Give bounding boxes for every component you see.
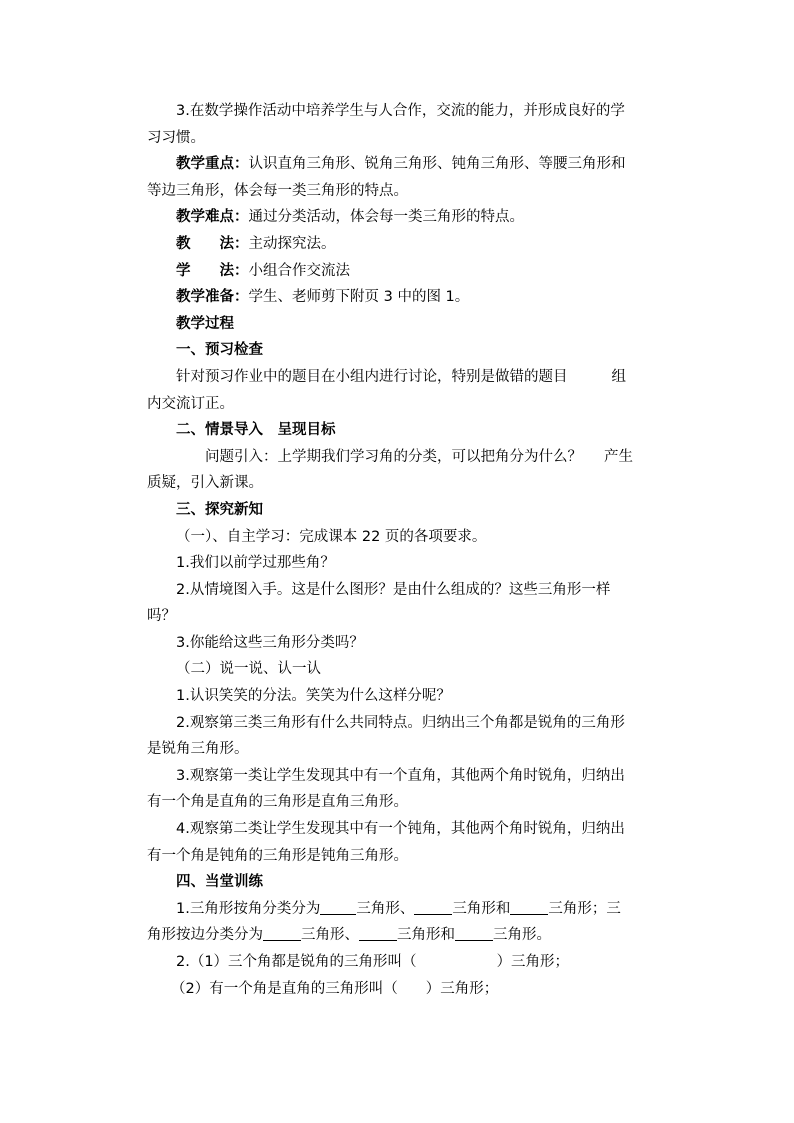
learning-method: 学 法：小组合作交流法 — [176, 262, 350, 279]
section-3-item-3-cont: 有一个角是直角的三角形是直角三角形。 — [147, 794, 408, 811]
answer-blank — [455, 926, 493, 941]
teaching-preparation: 教学准备：学生、老师剪下附页 3 中的图 1。 — [176, 289, 470, 306]
section-3-question-1: 1.我们以前学过那些角？ — [176, 555, 335, 572]
answer-blank — [414, 900, 452, 915]
section-2-heading: 二、情景导入 呈现目标 — [176, 422, 336, 439]
section-3-question-2-cont: 吗？ — [147, 608, 176, 625]
key-points: 教学重点：认识直角三角形、锐角三角形、钝角三角形、等腰三角形和 — [176, 156, 626, 173]
section-3-item-4-cont: 有一个角是钝角的三角形是钝角三角形。 — [147, 847, 408, 864]
objective-3-line-1: 3.在数学操作活动中培养学生与人合作，交流的能力，并形成良好的学 — [176, 103, 625, 119]
section-4-heading: 四、当堂训练 — [176, 874, 263, 891]
objective-3-line-2: 习习惯。 — [147, 129, 205, 146]
document-page — [147, 98, 677, 1002]
difficult-points-label: 教学难点： — [176, 209, 249, 226]
teaching-method: 教 法：主动探究法。 — [176, 235, 336, 252]
answer-blank — [359, 926, 397, 941]
section-3-item-3: 3.观察第一类让学生发现其中有一个直角，其他两个角时锐角，归纳出 — [176, 767, 625, 784]
exercise-1: 1.三角形按角分类分为 三角形、 三角形和 三角形；三 — [176, 900, 621, 917]
preparation-label: 教学准备： — [176, 289, 249, 306]
section-1-heading: 一、预习检查 — [176, 342, 263, 359]
difficult-points: 教学难点：通过分类活动，体会每一类三角形的特点。 — [176, 209, 524, 226]
answer-blank — [320, 900, 356, 915]
exercise-2-2: （2）有一个角是直角的三角形叫（ ）三角形； — [171, 980, 499, 997]
section-3-item-2-cont: 是锐角三角形。 — [147, 741, 249, 758]
exercise-2-1: 2.（1）三个角都是锐角的三角形叫（ ）三角形； — [176, 954, 570, 970]
section-2-text-cont: 质疑，引入新课。 — [147, 475, 263, 492]
section-3-item-2: 2.观察第三类三角形有什么共同特点。归纳出三个角都是锐角的三角形 — [176, 714, 625, 731]
section-3-item-1: 1.认识笑笑的分法。笑笑为什么这样分呢？ — [176, 688, 451, 705]
answer-blank — [510, 900, 548, 915]
section-3-part-1: （一）、自主学习：完成课本 22 页的各项要求。 — [176, 528, 487, 545]
section-3-heading: 三、探究新知 — [176, 501, 263, 518]
exercise-1-cont: 角形按边分类分为 三角形、 三角形和 三角形。 — [147, 927, 551, 944]
section-3-question-3: 3.你能给这些三角形分类吗？ — [176, 634, 364, 651]
section-1-text-cont: 内交流订正。 — [147, 395, 234, 412]
key-points-cont: 等边三角形，体会每一类三角形的特点。 — [147, 182, 408, 199]
section-3-part-2: （二）说一说、认一认 — [176, 661, 321, 678]
answer-blank — [263, 926, 301, 941]
section-2-text: 问题引入：上学期我们学习角的分类，可以把角分为什么？ 产生 — [205, 448, 633, 465]
section-1-text: 针对预习作业中的题目在小组内进行讨论，特别是做错的题目 组 — [176, 368, 626, 385]
section-3-question-2: 2.从情境图入手。这是什么图形？是由什么组成的？这些三角形一样 — [176, 581, 611, 598]
section-3-item-4: 4.观察第二类让学生发现其中有一个钝角，其他两个角时锐角，归纳出 — [176, 821, 625, 838]
key-points-label: 教学重点： — [176, 156, 249, 173]
teaching-process-heading: 教学过程 — [176, 315, 234, 332]
